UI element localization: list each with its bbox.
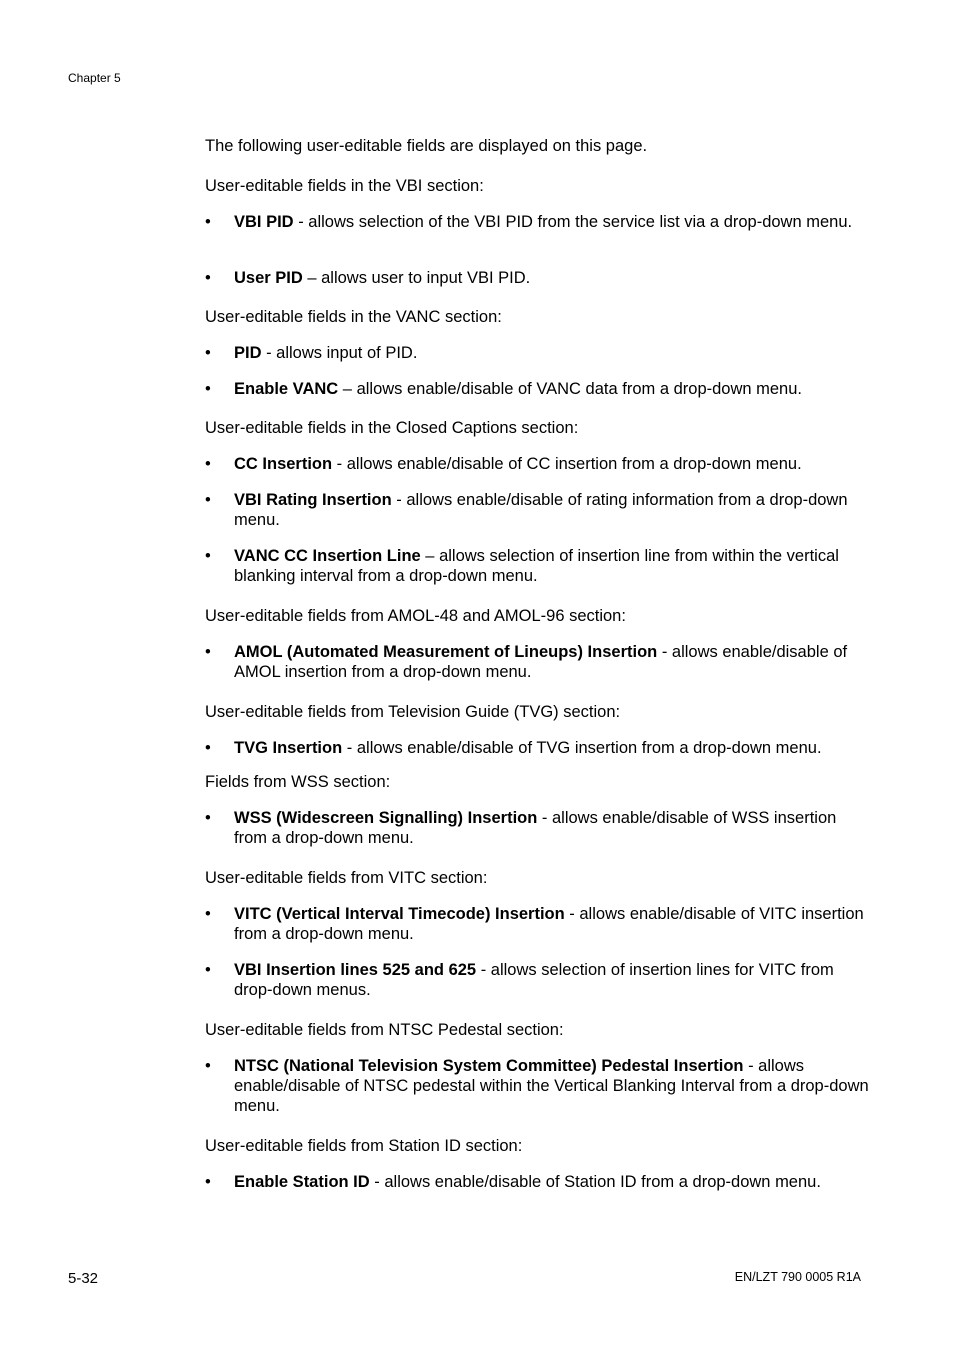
field-term: WSS (Widescreen Signalling) Insertion [234, 809, 538, 827]
field-description: - allows enable/disable of CC insertion from a drop-down menu. [332, 455, 802, 473]
list-item [205, 1056, 870, 1116]
field-description: - allows input of PID. [261, 344, 418, 362]
list-item [205, 268, 870, 288]
bullet-icon: • [205, 380, 211, 398]
field-description: - allows enable/disable of rating information from a drop-down menu. [234, 491, 848, 529]
field-description: - allows enable/disable of AMOL insertion from a drop-down menu. [234, 643, 848, 681]
section-heading: User-editable fields from Television Guide (TVG) section: [205, 703, 621, 721]
bullet-icon: • [205, 905, 211, 923]
list-item [205, 960, 870, 1000]
field-term: Enable VANC [234, 380, 339, 398]
list-item [205, 738, 885, 758]
section-heading: User-editable fields from NTSC Pedestal section: [205, 1021, 564, 1039]
section-heading: User-editable fields in the Closed Captions section: [205, 419, 579, 437]
bullet-icon: • [205, 213, 211, 231]
field-description: - allows enable/disable of WSS insertion from a drop-down menu. [234, 809, 837, 847]
page-number: 5-32 [68, 1270, 99, 1287]
bullet-icon: • [205, 1173, 211, 1191]
field-description: - allows enable/disable of Station ID from a drop-down menu. [369, 1173, 821, 1191]
section-heading: User-editable fields from Station ID section: [205, 1137, 523, 1155]
field-term: VBI PID [234, 213, 294, 231]
document-id: EN/LZT 790 0005 R1A [734, 1270, 861, 1284]
list-item [205, 642, 870, 682]
field-term: TVG Insertion [234, 739, 343, 757]
list-item [205, 379, 870, 399]
field-description: - allows enable/disable of TVG insertion from a drop-down menu. [342, 739, 822, 757]
list-item [205, 1172, 885, 1192]
bullet-icon: • [205, 344, 211, 362]
list-item [205, 212, 870, 232]
bullet-icon: • [205, 961, 211, 979]
bullet-icon: • [205, 547, 211, 565]
field-term: PID [234, 344, 262, 362]
field-term: User PID [234, 269, 303, 287]
field-term: Enable Station ID [234, 1173, 370, 1191]
bullet-icon: • [205, 455, 211, 473]
bullet-icon: • [205, 491, 211, 509]
field-term: VITC (Vertical Interval Timecode) Insertion [234, 905, 565, 923]
list-item [205, 808, 870, 848]
field-term: VBI Rating Insertion [234, 491, 392, 509]
list-item [205, 343, 870, 363]
field-description: – allows user to input VBI PID. [302, 269, 531, 287]
field-term: AMOL (Automated Measurement of Lineups) Insertion [234, 643, 658, 661]
field-description: - allows enable/disable of VITC insertion from a drop-down menu. [234, 905, 864, 943]
list-item [205, 904, 870, 944]
field-description: – allows enable/disable of VANC data from a drop-down menu. [338, 380, 802, 398]
section-heading: User-editable fields from VITC section: [205, 869, 488, 887]
bullet-icon: • [205, 809, 211, 827]
field-description: - allows selection of the VBI PID from the service list via a drop-down menu. [293, 213, 853, 231]
field-description: - allows enable/disable of NTSC pedestal within the Vertical Blanking Interval from a drop-down menu. [234, 1057, 869, 1115]
bullet-icon: • [205, 643, 211, 661]
field-description: – allows selection of insertion line from within the vertical blanking interval from a drop-down menu. [234, 547, 839, 585]
bullet-icon: • [205, 1057, 211, 1075]
field-description: - allows selection of insertion lines for VITC from drop-down menus. [234, 961, 834, 999]
field-term: VANC CC Insertion Line [234, 547, 421, 565]
field-term: VBI Insertion lines 525 and 625 [234, 961, 477, 979]
running-header: Chapter 5 [68, 71, 121, 85]
section-heading: User-editable fields in the VBI section: [205, 177, 484, 195]
list-item [205, 490, 870, 530]
field-term: CC Insertion [234, 455, 333, 473]
intro-paragraph: The following user-editable fields are displayed on this page. [205, 137, 648, 155]
list-item [205, 546, 870, 586]
section-heading: Fields from WSS section: [205, 773, 391, 791]
section-heading: User-editable fields from AMOL-48 and AMOL-96 section: [205, 607, 626, 625]
bullet-icon: • [205, 739, 211, 757]
field-term: NTSC (National Television System Committee) Pedestal Insertion [234, 1057, 744, 1075]
section-heading: User-editable fields in the VANC section: [205, 308, 502, 326]
list-item [205, 454, 870, 474]
bullet-icon: • [205, 269, 211, 287]
